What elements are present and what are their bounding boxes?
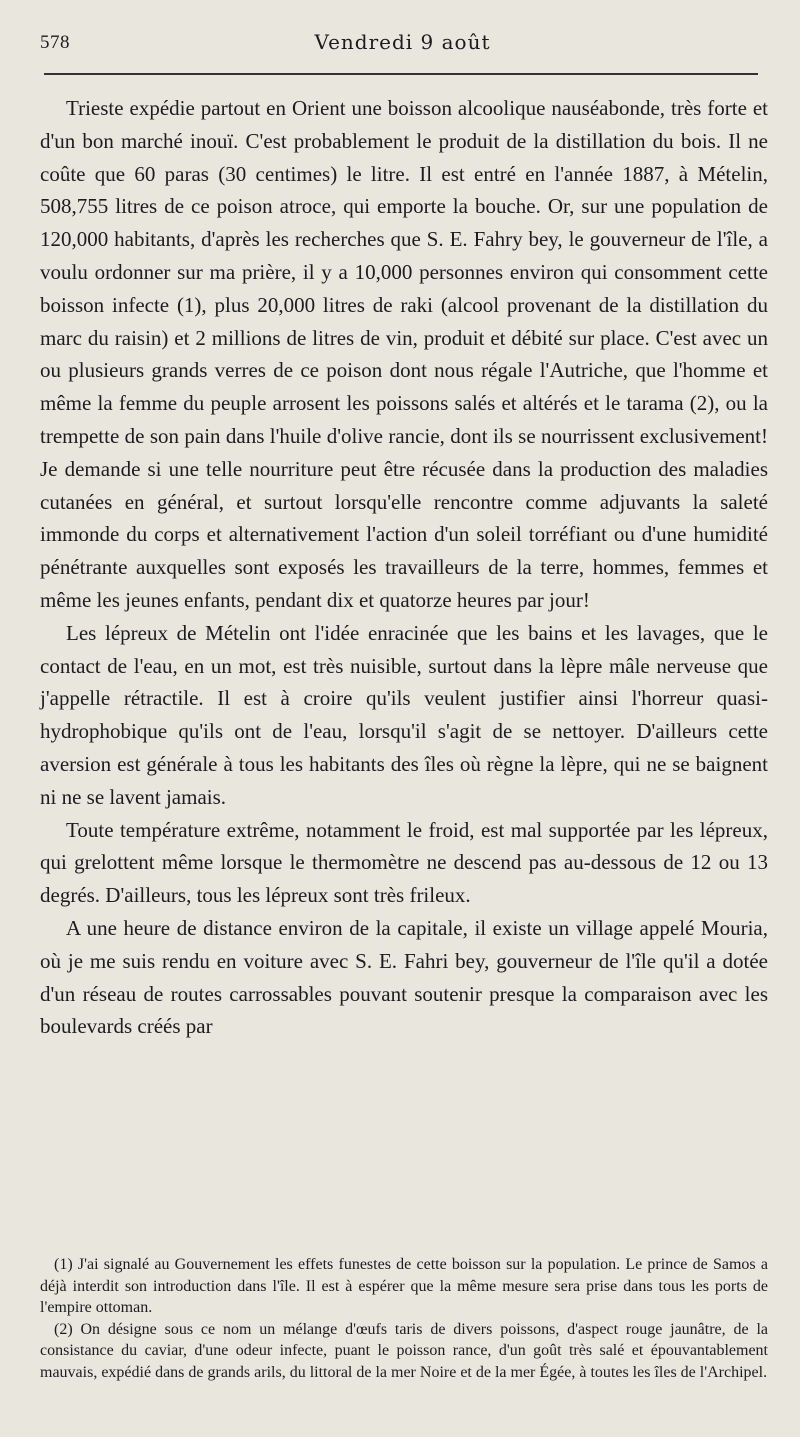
paragraph: A une heure de distance environ de la capitale, il existe un village appelé Mouria, où je me suis rendu en voiture avec S. E. Fahri bey, gouverneur de l'île qu'il a dotée d'un réseau de routes carrossables pouvant soutenir presque la comparaison avec les boulevards créés par — [40, 915, 768, 1039]
running-title: Vendredi 9 août — [314, 30, 491, 54]
paragraph: Les lépreux de Mételin ont l'idée enracinée que les bains et les lavages, que le contact de l'eau, en un mot, est très nuisible, surtout dans la lèpre mâle nerveuse que j'appelle rétractile. Il est à croire qu'ils veulent justifier ainsi l'horreur quasi-hydrophobique qu'ils ont de l'eau, lorsqu'il s'agit de se nettoyer. D'ailleurs cette aversion est générale à tous les habitants des îles où règne la lèpre, qui ne se baignent ni ne se lavent jamais. — [40, 620, 768, 809]
footnote: (2) On désigne sous ce nom un mélange d'œufs taris de divers poissons, d'aspect rouge jaunâtre, de la consistance du caviar, d'une odeur infecte, puant le poisson rance, d'un goût très salé et épouvantablement mauvais, expédié dans de grands arils, du littoral de la mer Noire et de la mer Égée, à toutes les îles de l'Archipel. — [40, 1320, 768, 1381]
header-rule — [44, 73, 758, 75]
page-number: 578 — [40, 32, 70, 53]
paragraph: Toute température extrême, notamment le froid, est mal supportée par les lépreux, qui grelottent même lorsque le thermomètre ne descend pas au-dessous de 12 ou 13 degrés. D'ailleurs, tous les lépreux sont très frileux. — [40, 817, 768, 908]
paragraph: Trieste expédie partout en Orient une boisson alcoolique nauséabonde, très forte et d'un bon marché inouï. C'est probablement le produit de la distillation du bois. Il ne coûte que 60 paras (30 centimes) le litre. Il est entré en l'année 1887, à Mételin, 508,755 litres de ce poison atroce, qui emporte la bouche. Or, sur une population de 120,000 habitants, d'après les recherches que S. E. Fahry bey, le gouverneur de l'île, a voulu ordonner sur ma prière, il y a 10,000 personnes environ qui consomment cette boisson infecte (1), plus 20,000 litres de raki (alcool provenant de la distillation du marc du raisin) et 2 millions de litres de vin, produit et débité sur place. C'est avec un ou plusieurs grands verres de ce poison dont nous régale l'Autriche, que l'homme et même la femme du peuple arrosent les poissons salés et altérés et le tarama (2), ou la trempette de son pain dans l'huile d'olive rancie, dont ils se nourrissent exclusivement! Je demande si une telle nourriture peut être récusée dans la production des maladies cutanées en général, et surtout lorsqu'elle rencontre comme adjuvants la saleté immonde du corps et alternativement l'action d'un soleil torréfiant ou d'une humidité pénétrante auxquelles sont exposés les travailleurs de la terre, hommes, femmes et même les jeunes enfants, pendant dix et quatorze heures par jour! — [40, 96, 768, 612]
body-text — [40, 92, 768, 1043]
page-header — [40, 30, 765, 64]
footnotes — [40, 1254, 768, 1384]
footnote: (1) J'ai signalé au Gouvernement les effets funestes de cette boisson sur la population. Le prince de Samos a déjà interdit son introduction dans l'île. Il est à espérer que la même mesure sera prise dans tous les ports de l'empire ottoman. — [40, 1256, 768, 1317]
